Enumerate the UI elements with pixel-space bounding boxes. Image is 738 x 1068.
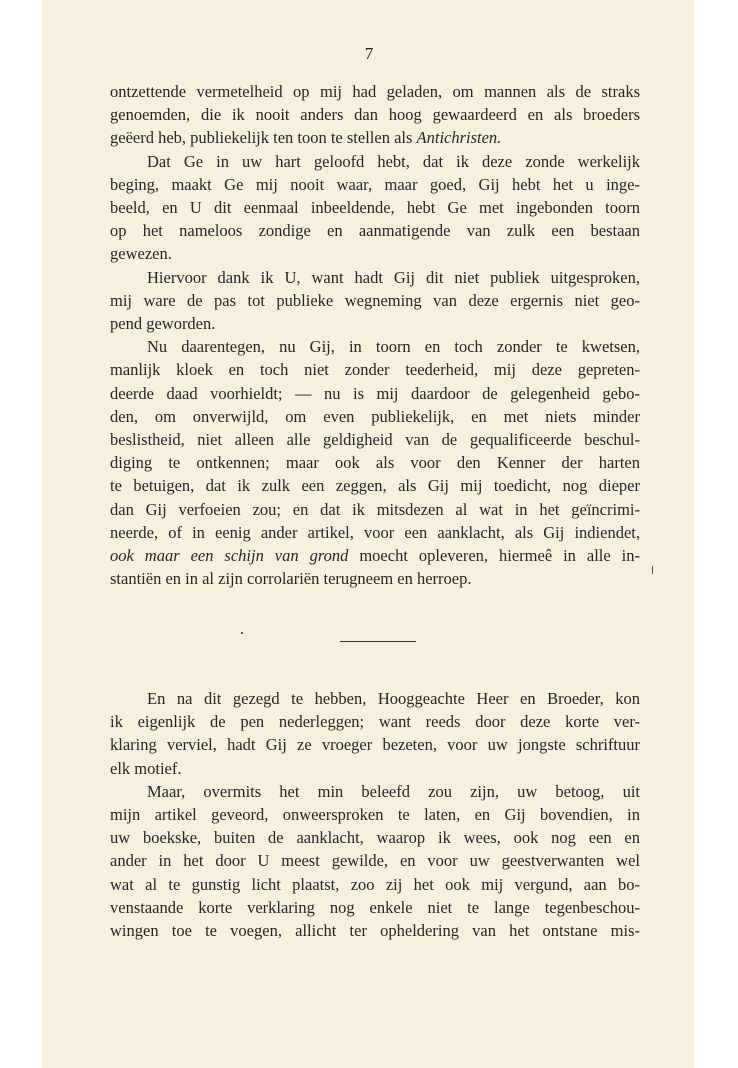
text-line: ontzettende vermetelheid op mij had geladen, om mannen als de straks	[110, 82, 640, 101]
text-line: mijn artikel geveord, onweersproken te laten, en Gij bovendien, in	[110, 805, 640, 825]
text-line: beslistheid, niet alleen alle geldigheid van de gequalificeerde beschul-	[110, 430, 640, 450]
section-one	[110, 80, 640, 590]
page-number: 7	[364, 44, 374, 63]
text-line: diging te ontkennen; maar ook als voor den Kenner der harten	[110, 453, 640, 473]
text-line: venstaande korte verklaring nog enkele niet te lange tegenbeschou-	[110, 897, 640, 917]
text-line: Dat Ge in uw hart geloofd hebt, dat ik deze zonde werkelijk	[147, 151, 640, 171]
text-line: manlijk kloek en toch niet zonder teederheid, mij deze gepreten-	[110, 360, 640, 380]
text-line: Nu daarentegen, nu Gij, in toorn en toch zonder te kwetsen,	[147, 337, 640, 357]
text-line: deerde daad voorhieldt; — nu is mij daardoor de gelegenheid gebo-	[110, 383, 640, 403]
text-line: pend geworden.	[110, 314, 216, 334]
section-two	[110, 687, 640, 942]
text-line: beeld, en U dit eenmaal inbeeldende, hebt Ge met ingebonden toorn	[110, 198, 640, 218]
text-line: ook maar een schijn van grond moecht opleveren, hiermeê in alle in-	[110, 546, 640, 566]
italic-grond: ook maar een schijn van grond	[110, 546, 349, 566]
italic-antichristen: Antichristen.	[416, 128, 502, 148]
text-line: klaring verviel, hadt Gij ze vroeger bezeten, voor uw jongste schriftuur	[110, 735, 640, 755]
paper-speck	[241, 632, 243, 634]
text-line: Hiervoor dank ik U, want hadt Gij dit niet publiek uitgesproken,	[147, 267, 640, 287]
text-line: elk motief.	[110, 758, 182, 778]
text-line: neerde, of in eenig ander artikel, voor een aanklacht, als Gij indiendet,	[110, 522, 640, 542]
text-line: En na dit gezegd te hebben, Hooggeachte Heer en Broeder, kon	[147, 689, 640, 708]
text-line: gewezen.	[110, 244, 172, 264]
text-line: te betuigen, dat ik zulk een zeggen, als Gij mij toedicht, nog dieper	[110, 476, 640, 496]
text-line: stantiën en in al zijn corrolariën terugneem en herroep.	[110, 569, 472, 589]
text-line: uw boekske, buiten de aanklacht, waarop ik wees, ook nog een en	[110, 828, 640, 848]
text-line: beging, maakt Ge mij nooit waar, maar goed, Gij hebt het u inge-	[110, 174, 640, 194]
text-line: genoemden, die ik nooit anders dan hoog gewaardeerd en als broeders	[110, 105, 640, 125]
text-line: op het nameloos zondige en aanmatigende van zulk een bestaan	[110, 221, 640, 241]
section-divider	[340, 641, 416, 642]
text-line: geëerd heb, publiekelijk ten toon te stellen als Antichristen.	[110, 128, 502, 148]
text-line: den, om onverwijld, om even publiekelijk, en met niets minder	[110, 406, 640, 426]
text-line: wat al te gunstig licht plaatst, zoo zij het ook mij vergund, aan bo-	[110, 874, 640, 894]
text-line: dan Gij verfoeien zou; en dat ik mitsdezen al wat in het geïncrimi-	[110, 499, 640, 519]
text-line: Maar, overmits het min beleefd zou zijn, uw betoog, uit	[147, 781, 640, 801]
text-line: mij ware de pas tot publieke wegneming van deze ergernis niet geo-	[110, 290, 640, 310]
text-line: ik eigenlijk de pen nederleggen; want reeds door deze korte ver-	[110, 712, 640, 732]
text-line: wingen toe te voegen, allicht ter opheldering van het ontstane mis-	[110, 921, 640, 941]
text-line: ander in het door U meest gewilde, en voor uw geestverwanten wel	[110, 851, 640, 871]
paper-speck	[652, 566, 653, 574]
